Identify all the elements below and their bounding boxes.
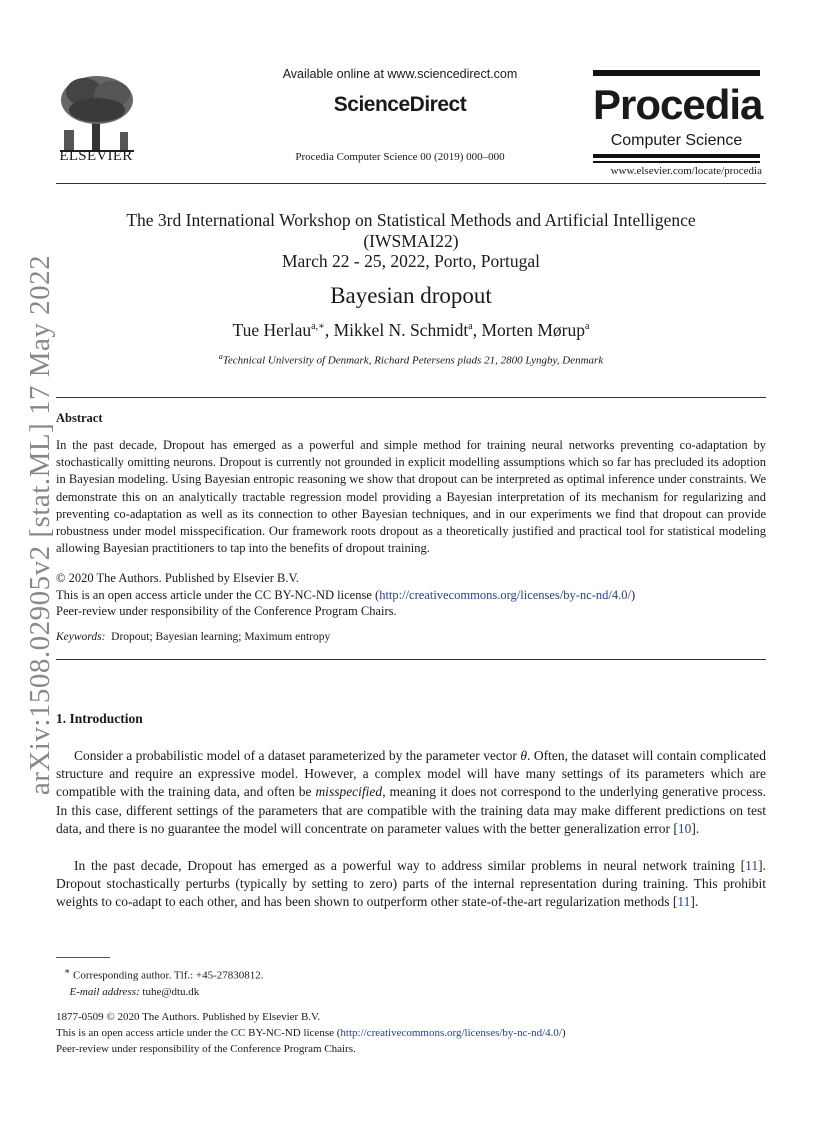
author-separator: , — [472, 320, 482, 340]
abstract-bottom-rule — [56, 659, 766, 660]
procedia-rule — [593, 154, 760, 158]
math-theta: θ — [520, 748, 528, 763]
affiliation — [56, 352, 766, 367]
footer-license-line — [56, 1025, 766, 1041]
author-affil-mark: a,∗ — [311, 321, 325, 333]
footnote-corresponding — [64, 963, 664, 984]
intro-paragraph-2 — [56, 857, 766, 912]
citation-link[interactable]: 11 — [745, 858, 759, 873]
citation-link[interactable]: 10 — [677, 820, 692, 836]
license-suffix: ) — [562, 1027, 566, 1039]
text-run: Consider a probabilistic model of a dataset parameterized by the parameter vector — [74, 748, 521, 763]
footer-peer-review-line: Peer-review under responsibility of the Conference Program Chairs. — [56, 1043, 356, 1055]
footnote-email — [64, 984, 664, 1000]
text-run: , meaning it does not correspond to the underlying generative process. In this case, different settings of the parameters that are compatible with the training data may make different predictions on test data, and there is no guarantee the model will concentrate on parameter values with the better generalization error [ — [56, 784, 766, 836]
arxiv-stamp: arXiv:1508.02905v2 [stat.ML] 17 May 2022 — [24, 254, 56, 796]
footnote — [64, 963, 664, 1000]
conference-acronym: (IWSMAI22) — [363, 231, 459, 251]
abstract-top-rule — [56, 397, 766, 398]
paper-title: Bayesian dropout — [330, 283, 492, 308]
footnote-mark: ∗ — [64, 966, 71, 976]
keywords-text: Dropout; Bayesian learning; Maximum entropy — [111, 631, 331, 643]
intro-paragraph-1 — [56, 747, 766, 838]
license-link[interactable]: http://creativecommons.org/licenses/by-nc-nd/4.0/ — [379, 587, 631, 602]
text-run: ]. — [691, 820, 700, 836]
author-list — [56, 320, 766, 341]
affiliation-mark: a — [218, 352, 223, 361]
author-affil-mark: a — [468, 321, 473, 333]
procedia-brand: Procedia — [593, 81, 763, 128]
keywords-label: Keywords: — [56, 631, 106, 643]
text-run: ]. Dropout stochastically perturbs (typically by setting to zero) parts of the internal representation during training. This prohibit weights to co-adapt to each other, and has been shown to outperform other state-of-the-art regularization methods [ — [56, 858, 766, 910]
email-label: E-mail address: — [69, 985, 140, 998]
procedia-rule-thin — [593, 161, 760, 163]
abstract-body: In the past decade, Dropout has emerged as a powerful and simple method for training neural networks preventing co-adaptation by stochastically omitting neurons. Dropout is currently not grounded in explicit modelling assumptions which so far has precluded its adoption in Bayesian modeling. Using Bayesian entropic reasoning we show that dropout can be interpreted as optimal inference under constraints. We demonstrate this on an analytically tractable regression model providing a Bayesian interpretation of its mechanism for regularizing and preventing co-adaptation as well as its connection to other Bayesian techniques, and in our experiments we find that dropout can provide robustness under model misspecification. Our framework roots dropout as a theoretically justified and practical tool for statistical modeling allowing Bayesian practitioners to tap into the benefits of dropout training. — [56, 438, 766, 556]
procedia-top-bar — [593, 70, 760, 76]
author-name: Tue Herlau — [232, 320, 312, 340]
journal-url[interactable]: www.elsevier.com/locate/procedia — [610, 165, 762, 177]
issn-line: 1877-0509 © 2020 The Authors. Published by Elsevier B.V. — [56, 1011, 321, 1023]
keywords — [56, 631, 766, 643]
affiliation-text: Technical University of Denmark, Richard Petersens plads 21, 2800 Lyngby, Denmark — [222, 354, 604, 367]
section-heading-introduction: 1. Introduction — [56, 711, 143, 726]
footer-block — [56, 1009, 766, 1057]
journal-reference: Procedia Computer Science 00 (2019) 000–000 — [295, 151, 505, 163]
procedia-logo — [593, 70, 763, 166]
text-run: In the past decade, Dropout has emerged as a powerful way to address similar problems in neural network training [ — [74, 858, 746, 873]
procedia-subtitle: Computer Science — [610, 132, 743, 149]
text-run: ]. — [690, 894, 699, 910]
available-online-text: Available online at www.sciencedirect.com — [282, 67, 518, 81]
copyright-line: © 2020 The Authors. Published by Elsevier B.V. — [56, 571, 300, 585]
conference-date-location: March 22 - 25, 2022, Porto, Portugal — [281, 251, 541, 271]
license-link[interactable]: http://creativecommons.org/licenses/by-nc-nd/4.0/ — [340, 1027, 562, 1039]
copyright-block — [56, 570, 766, 620]
elsevier-wordmark: ELSEVIER — [59, 148, 133, 164]
text-run: . Often, the dataset will contain complicated structure and require an expressive model. However, a complex model will have many settings of its parameters which are compatible with the training data, and often be — [56, 748, 766, 800]
author-name: Mikkel N. Schmidt — [333, 320, 469, 340]
author-name: Morten Mørup — [481, 320, 586, 340]
license-prefix: This is an open access article under the CC BY-NC-ND license ( — [56, 587, 380, 602]
conference-name: The 3rd International Workshop on Statistical Methods and Artificial Intelligence — [126, 210, 696, 230]
author-separator: , — [324, 320, 334, 340]
license-prefix: This is an open access article under the CC BY-NC-ND license ( — [56, 1027, 341, 1039]
abstract-heading: Abstract — [56, 411, 103, 425]
header-divider — [56, 183, 766, 184]
emphasis: misspecified — [315, 784, 383, 800]
license-line — [56, 587, 766, 604]
peer-review-line: Peer-review under responsibility of the Conference Program Chairs. — [56, 604, 397, 618]
sciencedirect-logo: ScienceDirect — [333, 93, 467, 116]
footnote-text: Corresponding author. Tlf.: +45-27830812. — [72, 969, 264, 982]
footnote-rule — [56, 957, 110, 958]
email-address[interactable]: tuhe@dtu.dk — [142, 985, 200, 998]
license-suffix: ) — [630, 587, 636, 602]
author-affil-mark: a — [585, 321, 590, 333]
citation-link[interactable]: 11 — [677, 894, 691, 910]
